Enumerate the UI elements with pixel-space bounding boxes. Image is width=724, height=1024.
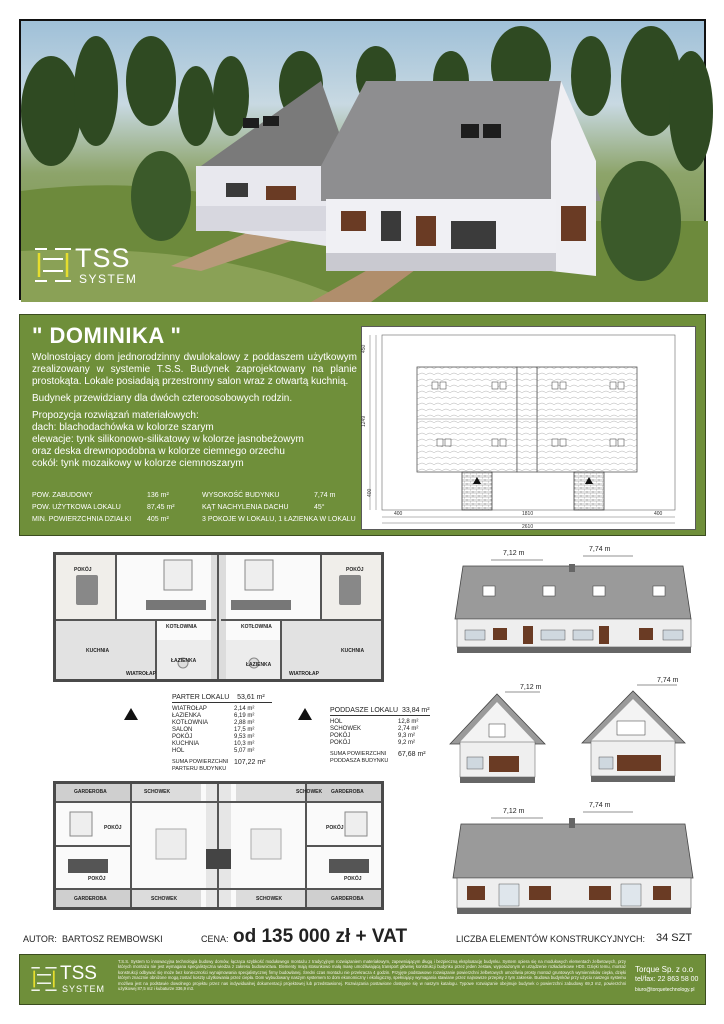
area-sum-value: 67,68 m² xyxy=(398,751,426,758)
area-row xyxy=(330,740,430,747)
room-label-garderoba: GARDEROBA xyxy=(331,789,364,795)
area-header-label: PARTER LOKALU xyxy=(172,694,230,701)
area-row-name: ŁAZIENKA xyxy=(172,713,202,719)
company-info xyxy=(635,965,698,995)
dim-h3: 400 xyxy=(367,488,373,497)
elevation-rear-svg xyxy=(443,800,698,918)
summary-bar xyxy=(19,928,706,950)
footer-logo-text: TSS xyxy=(60,963,97,984)
stat-label: 3 POKOJE W LOKALU, 1 ŁAZIENKA W LOKALU xyxy=(202,516,356,523)
elements-value: 34 SZT xyxy=(656,932,693,944)
description-paragraph: Wolnostojący dom jednorodzinny dwulokalowy z poddaszem użytkowym zrealizowany w systemie T.S.S. Budynek zaprojektowany na planie prostokąta. Lokale posiadają przestronny salon wraz z otwartą kuchnią. xyxy=(32,352,357,387)
stat-value: 7,74 m xyxy=(314,492,336,499)
area-header-value: 53,61 m² xyxy=(237,694,265,701)
room-label-kuchnia: KUCHNIA xyxy=(341,648,365,654)
company-email[interactable]: biuro@torquetechnology.pl xyxy=(635,987,695,993)
area-row xyxy=(330,733,430,740)
height-label-high: 7,74 m xyxy=(589,546,611,553)
room-label-pokoj: POKÓJ xyxy=(74,567,92,573)
project-info-panel xyxy=(19,314,706,536)
area-row-value: 6,19 m² xyxy=(234,713,255,719)
area-row-value: 9,3 m² xyxy=(398,733,416,739)
height-label-low: 7,12 m xyxy=(520,684,542,691)
area-sum-value: 107,22 m² xyxy=(234,759,266,766)
area-row-name: POKÓJ xyxy=(172,734,193,740)
area-sum xyxy=(172,759,272,773)
project-title: " DOMINIKA " xyxy=(32,323,182,348)
stat-value: 405 m² xyxy=(147,516,169,523)
area-row-name: SCHOWEK xyxy=(330,726,362,732)
stats-table xyxy=(32,492,372,528)
area-row-name: KOTŁOWNIA xyxy=(172,720,209,726)
footer xyxy=(19,954,706,1005)
stat-label: POW. UŻYTKOWA LOKALU xyxy=(32,504,121,511)
elevation-side-left-svg xyxy=(445,682,565,787)
area-header-label: PODDASZE LOKALU xyxy=(330,707,399,714)
room-label-pokoj: POKÓJ xyxy=(344,876,362,882)
stats-row xyxy=(32,504,372,516)
ground-floor-area-table xyxy=(172,694,272,773)
room-label-wiatrolap: WIATROŁAP xyxy=(126,671,156,677)
room-label-schowek: SCHOWEK xyxy=(151,896,178,902)
tss-logo-icon xyxy=(30,965,58,993)
area-row xyxy=(172,713,272,720)
tss-logo-text: TSS xyxy=(75,243,131,273)
tss-logo-icon xyxy=(33,245,73,285)
area-row-value: 9,2 m² xyxy=(398,740,416,746)
price-label: CENA: xyxy=(201,934,229,944)
area-row xyxy=(172,734,272,741)
price-value: od 135 000 zł + VAT xyxy=(233,926,408,947)
project-description xyxy=(32,352,357,475)
area-row xyxy=(172,706,272,713)
area-row-name: WIATROŁAP xyxy=(172,706,207,712)
height-label-high: 7,74 m xyxy=(657,677,679,684)
room-label-lazienka: ŁAZIENKA xyxy=(246,662,272,668)
area-row xyxy=(330,719,430,726)
stat-label: MIN. POWIERZCHNIA DZIAŁKI xyxy=(32,516,132,523)
room-label-schowek: SCHOWEK xyxy=(256,896,283,902)
area-row-name: SALON xyxy=(172,727,193,733)
tss-logo-subtext: SYSTEM xyxy=(79,272,138,286)
area-row xyxy=(330,726,430,733)
room-label-kotlownia: KOTŁOWNIA xyxy=(166,624,197,630)
area-row-value: 10,3 m² xyxy=(234,741,255,747)
height-label-high: 7,74 m xyxy=(589,802,611,809)
room-label-wiatrolap: WIATROŁAP xyxy=(289,671,319,677)
attic-area-table xyxy=(330,707,430,765)
area-row xyxy=(172,720,272,727)
area-row xyxy=(172,741,272,748)
room-label-lazienka: ŁAZIENKA xyxy=(171,658,197,664)
stat-value: 136 m² xyxy=(147,492,169,499)
ground-floor-plan xyxy=(53,552,384,682)
stat-label: WYSOKOŚĆ BUDYNKU xyxy=(202,492,280,499)
area-row-value: 12,8 m² xyxy=(398,719,419,725)
dim-h2: 1249 xyxy=(361,415,367,427)
attic-floor-svg xyxy=(56,784,381,907)
dim-right: 400 xyxy=(654,511,663,517)
area-row-name: POKÓJ xyxy=(330,740,351,746)
ground-floor-svg xyxy=(56,555,381,679)
height-label-low: 7,12 m xyxy=(503,808,525,815)
room-label-pokoj: POKÓJ xyxy=(346,567,364,573)
area-table-header xyxy=(330,707,430,716)
elevation-side-right-svg xyxy=(577,677,697,787)
company-phone: tel/fax: 22 863 58 00 xyxy=(635,976,699,983)
area-row-value: 2,74 m² xyxy=(398,726,419,732)
dim-h1: 450 xyxy=(361,344,367,353)
author-name: BARTOSZ REMBOWSKI xyxy=(62,934,163,944)
stats-row xyxy=(32,516,372,528)
dim-left: 400 xyxy=(394,511,403,517)
room-label-pokoj: POKÓJ xyxy=(88,876,106,882)
area-row-value: 2,14 m² xyxy=(234,706,255,712)
area-row xyxy=(172,727,272,734)
footer-description: T.S.S. System to innowacyjna technologia budowy domów, łącząca szybkość modułowego montażu z tradycyjnym rozwiązaniem materiałowym, zapewniającym długą i bezpieczną eksploatację budynku. System opiera się na modułowych elementach żelbetowych, przy których montażu nie jest wymagana specjalistyczna wiedza z zakresu budownictwa. Elementy mają stosunkowo małą masę umożliwiającą transport głównej konstrukcji budynku przez jeden zestaw, wyposażonym w urządzenie rozładunkowe HDS. Dzięki temu, montaż konstrukcji odbywać się może bez konieczności wynajmowania specjalistycznej firmy budowlanej. Średni czas montażu nie przekracza 4 godzin. Przyjęte podstawowe rozwiązanie powierzchni żelbetowych umożliwia prosty montaż gruntowych wymienników ciepła, dzięki którym znacznie obniżone mogą zostać koszty użytkowania przez ciepła. Dom wybudowany naszym systemem to dom ekonomiczny i ekologiczny, spełniający wymagania stawiane przez najnowsze przepisy z tym zakresie. Budowa budynków przy użyciu naszego systemu możliwa jest na podstawie dowolnego projektu przez nas indywidualnej dokumentacji projektowej lub przedstawionej. Rozwiązania postawione dostępne się w naszym katalogu. Typowe rozwiązanie obejmuje budynek o powierzchni zabudowy 69,3 m2, powierzchni użytkowej 87,5 m2 i kubaturze 336,9 m3. xyxy=(118,959,626,992)
description-paragraph: Budynek przewidziany dla dwóch czteroosobowych rodzin. xyxy=(32,393,293,404)
description-paragraph: Propozycja rozwiązań materiałowych: dach: blachodachówka w kolorze szarym elewacje: tynk silikonowo-silikatowy w kolorze jasnobeżowym oraz deska drewnopodobna w kolorze ciemnego orzechu cokół: tynk mozaikowy w kolorze ciemnoszarym xyxy=(32,410,304,469)
elevation-front xyxy=(443,546,698,658)
elevation-side-left xyxy=(445,682,565,787)
elevation-rear xyxy=(443,800,698,918)
entrance-arrow-icon xyxy=(298,708,312,720)
footer-logo-subtext: SYSTEM xyxy=(62,984,106,994)
area-row-value: 9,53 m² xyxy=(234,734,255,740)
hero-render-image xyxy=(19,19,706,300)
dim-total: 2610 xyxy=(522,524,534,530)
room-label-schowek: SCHOWEK xyxy=(144,789,171,795)
roof-plan-drawing xyxy=(361,326,696,530)
height-label-low: 7,12 m xyxy=(503,550,525,557)
room-label-pokoj: POKÓJ xyxy=(326,825,344,831)
room-label-kuchnia: KUCHNIA xyxy=(86,648,110,654)
area-row-name: HOL xyxy=(330,719,343,725)
area-sum-label: SUMA POWIERZCHNI PODDASZA BUDYNKU xyxy=(330,751,389,764)
attic-floor-plan xyxy=(53,781,384,910)
stat-label: KĄT NACHYLENIA DACHU xyxy=(202,504,289,511)
elevation-front-svg xyxy=(443,546,698,658)
stat-label: POW. ZABUDOWY xyxy=(32,492,93,499)
company-name: Torque Sp. z o.o xyxy=(635,965,694,974)
elements-label: LICZBA ELEMENTÓW KONSTRUKCYJNYCH: xyxy=(456,934,646,944)
room-label-garderoba: GARDEROBA xyxy=(331,896,364,902)
area-sum-label: SUMA POWIERZCHNI PARTERU BUDYNKU xyxy=(172,759,229,772)
footer-logo xyxy=(30,963,110,997)
area-sum xyxy=(330,751,430,765)
room-label-pokoj: POKÓJ xyxy=(104,825,122,831)
area-row-name: KUCHNIA xyxy=(172,741,200,747)
roof-plan-svg xyxy=(362,327,695,529)
dim-middle: 1810 xyxy=(522,511,534,517)
area-row-value: 5,07 m² xyxy=(234,748,255,754)
stats-row xyxy=(32,492,372,504)
area-row-name: HOL xyxy=(172,748,185,754)
elevation-side-right xyxy=(577,677,697,787)
room-label-garderoba: GARDEROBA xyxy=(74,896,107,902)
stat-value: 87,45 m² xyxy=(147,504,175,511)
area-row-value: 2,88 m² xyxy=(234,720,255,726)
entrance-arrow-icon xyxy=(124,708,138,720)
area-row xyxy=(172,748,272,755)
area-row-value: 17,5 m² xyxy=(234,727,255,733)
room-label-kotlownia: KOTŁOWNIA xyxy=(241,624,272,630)
area-row-name: POKÓJ xyxy=(330,733,351,739)
area-table-header xyxy=(172,694,272,703)
stat-value: 45° xyxy=(314,504,325,511)
room-label-garderoba: GARDEROBA xyxy=(74,789,107,795)
room-label-schowek: SCHOWEK xyxy=(296,789,323,795)
area-header-value: 33,84 m² xyxy=(401,707,430,714)
tss-logo xyxy=(33,243,148,288)
author-label: AUTOR: xyxy=(23,934,57,944)
